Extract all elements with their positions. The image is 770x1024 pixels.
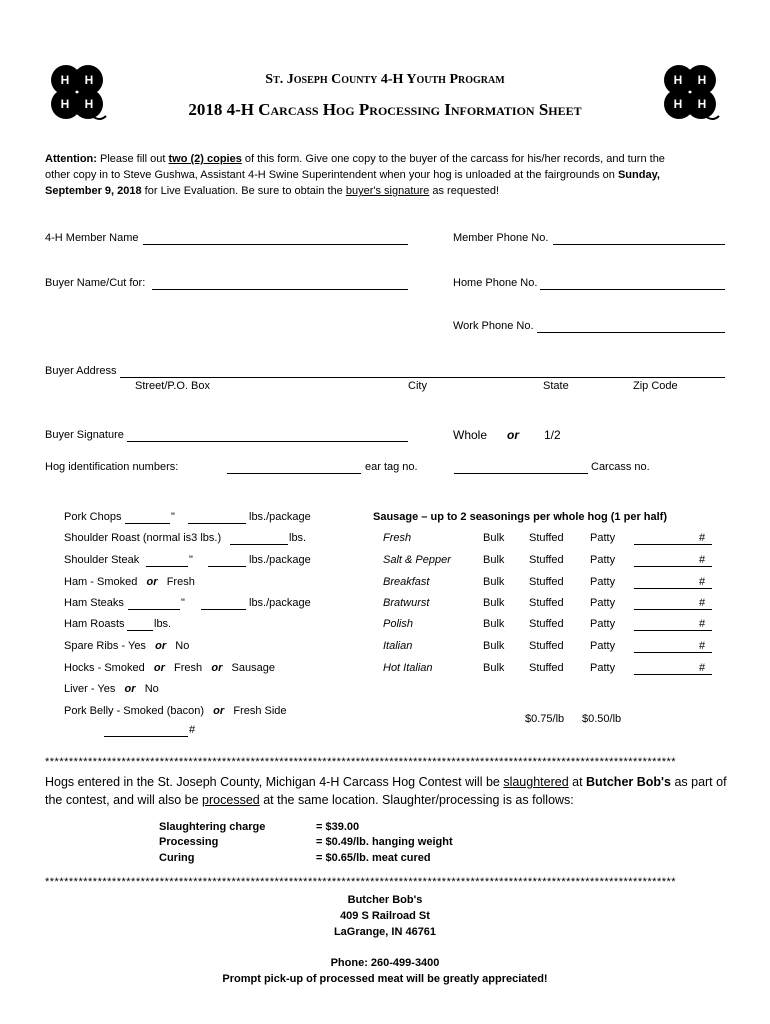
work-phone-field[interactable] [537, 332, 725, 333]
pork-chops-inch-mark: " [171, 511, 175, 523]
work-phone-label: Work Phone No. [453, 320, 534, 332]
state-label: State [543, 380, 569, 392]
carcass-label: Carcass no. [591, 461, 650, 473]
sausage-count-field[interactable] [634, 566, 712, 567]
shoulder-steak-label: Shoulder Steak [64, 554, 140, 566]
liver-option[interactable]: Liver - Yes or No [64, 683, 159, 695]
sausage-count-field[interactable] [634, 588, 712, 589]
ham-steaks-label: Ham Steaks [64, 597, 124, 609]
sausage-price-whole: $0.75/lb [525, 713, 565, 725]
sausage-count-field[interactable] [634, 652, 712, 653]
attention-line-1: Attention: Please fill out two (2) copies of this form. Give one copy to the buyer of the carcass for his/her records, and turn the [45, 153, 665, 165]
buyer-address-label: Buyer Address [45, 365, 117, 377]
butcher-street: 409 S Railroad St [340, 910, 430, 922]
shoulder-steak-lbs-label: lbs./package [249, 554, 311, 566]
shoulder-steak-lbs-field[interactable] [208, 566, 246, 567]
sausage-seasoning-label: Hot Italian [383, 662, 433, 674]
sausage-count-field[interactable] [634, 674, 712, 675]
sausage-count-field[interactable] [634, 630, 712, 631]
whole-or-half-or: or [507, 428, 519, 442]
sausage-patty-option[interactable]: Patty [590, 554, 616, 566]
member-name-label: 4-H Member Name [45, 232, 139, 244]
sausage-count-field[interactable] [634, 609, 712, 610]
sausage-bulk-option[interactable]: Bulk [483, 597, 505, 609]
sausage-stuffed-option[interactable]: Stuffed [529, 597, 564, 609]
shoulder-roast-lbs-field[interactable] [230, 544, 288, 545]
member-phone-label: Member Phone No. [453, 232, 549, 244]
buyer-address-field[interactable] [120, 377, 725, 378]
butcher-name: Butcher Bob's [347, 894, 423, 906]
spare-ribs-option[interactable]: Spare Ribs - Yes or No [64, 640, 190, 652]
charge-processing-label: Processing [159, 836, 219, 848]
sausage-bulk-option[interactable]: Bulk [483, 640, 505, 652]
buyer-signature-field[interactable] [127, 441, 408, 442]
sausage-bulk-option[interactable]: Bulk [483, 576, 505, 588]
sausage-stuffed-option[interactable]: Stuffed [529, 640, 564, 652]
sausage-seasoning-label: Fresh [383, 532, 412, 544]
sausage-bulk-option[interactable]: Bulk [483, 618, 505, 630]
sausage-stuffed-option[interactable]: Stuffed [529, 662, 564, 674]
shoulder-steak-thickness-field[interactable] [146, 566, 188, 567]
street-label: Street/P.O. Box [135, 380, 211, 392]
sausage-bulk-option[interactable]: Bulk [483, 554, 505, 566]
sausage-patty-option[interactable]: Patty [590, 597, 616, 609]
svg-text:H: H [60, 73, 70, 87]
sausage-patty-option[interactable]: Patty [590, 618, 616, 630]
carcass-no-field[interactable] [454, 473, 588, 474]
ham-roasts-label: Ham Roasts [64, 618, 125, 630]
sausage-heading: Sausage – up to 2 seasonings per whole hog (1 per half) [373, 511, 668, 523]
ham-option[interactable]: Ham - Smoked or Fresh [64, 576, 195, 588]
contest-line-2: the contest, and will also be processed at the same location. Slaughter/processing is as follows: [45, 793, 574, 807]
sausage-seasoning-label: Italian [383, 640, 413, 652]
member-phone-field[interactable] [553, 244, 725, 245]
pork-belly-count-field[interactable] [104, 736, 188, 737]
svg-text:H: H [697, 73, 707, 87]
sausage-stuffed-option[interactable]: Stuffed [529, 532, 564, 544]
sausage-hash: # [699, 554, 706, 566]
charge-processing-value: = $0.49/lb. hanging weight [316, 836, 453, 848]
city-label: City [408, 380, 427, 392]
ear-tag-label: ear tag no. [365, 461, 418, 473]
charge-curing-value: = $0.65/lb. meat cured [316, 852, 431, 864]
sausage-count-field[interactable] [634, 544, 712, 545]
charge-slaughter-value: = $39.00 [316, 821, 360, 833]
pork-chops-label: Pork Chops [64, 511, 122, 523]
sausage-bulk-option[interactable]: Bulk [483, 532, 505, 544]
buyer-name-label: Buyer Name/Cut for: [45, 277, 146, 289]
attention-line-3: September 9, 2018 for Live Evaluation. Be sure to obtain the buyer's signature as requested! [45, 185, 500, 197]
shoulder-steak-inch-mark: " [189, 554, 193, 566]
sausage-seasoning-label: Bratwurst [383, 597, 430, 609]
sausage-patty-option[interactable]: Patty [590, 662, 616, 674]
sausage-hash: # [699, 618, 706, 630]
sausage-stuffed-option[interactable]: Stuffed [529, 576, 564, 588]
hocks-option[interactable]: Hocks - Smoked or Fresh or Sausage [64, 662, 275, 674]
shoulder-roast-label: Shoulder Roast (normal is3 lbs.) [64, 532, 222, 544]
charge-curing-label: Curing [159, 852, 195, 864]
buyer-name-field[interactable] [152, 289, 408, 290]
pork-chops-thickness-field[interactable] [125, 523, 170, 524]
sausage-seasoning-label: Salt & Pepper [383, 554, 451, 566]
butcher-phone: Phone: 260-499-3400 [330, 957, 440, 969]
sausage-patty-option[interactable]: Patty [590, 532, 616, 544]
member-name-field[interactable] [143, 244, 408, 245]
svg-text:H: H [84, 97, 94, 111]
ear-tag-field[interactable] [227, 473, 361, 474]
ham-roasts-lbs-label: lbs. [154, 618, 172, 630]
pork-chops-lbs-label: lbs./package [249, 511, 311, 523]
sausage-bulk-option[interactable]: Bulk [483, 662, 505, 674]
pork-chops-lbs-field[interactable] [188, 523, 246, 524]
svg-text:H: H [697, 97, 707, 111]
ham-steaks-thickness-field[interactable] [128, 609, 180, 610]
half-option[interactable]: 1/2 [544, 428, 561, 442]
sausage-hash: # [699, 576, 706, 588]
separator-top: ************************************************************************************************************************************ [45, 756, 677, 768]
pork-belly-option[interactable]: Pork Belly - Smoked (bacon) or Fresh Side [64, 705, 287, 717]
svg-text:H: H [60, 97, 70, 111]
svg-text:H: H [673, 73, 683, 87]
svg-text:H: H [673, 97, 683, 111]
sausage-patty-option[interactable]: Patty [590, 576, 616, 588]
ham-steaks-inch-mark: " [181, 597, 185, 609]
hog-id-label: Hog identification numbers: [45, 461, 179, 473]
buyer-signature-label: Buyer Signature [45, 429, 124, 441]
sausage-seasoning-label: Breakfast [383, 576, 430, 588]
ham-roasts-lbs-field[interactable] [127, 630, 153, 631]
sausage-seasoning-label: Polish [383, 618, 413, 630]
svg-text:H: H [84, 73, 94, 87]
sausage-patty-option[interactable]: Patty [590, 640, 616, 652]
pickup-note: Prompt pick-up of processed meat will be greatly appreciated! [222, 973, 548, 985]
home-phone-field[interactable] [540, 289, 725, 290]
sausage-hash: # [699, 662, 706, 674]
separator-bottom: ************************************************************************************************************************************ [45, 876, 677, 888]
sausage-hash: # [699, 597, 706, 609]
sausage-price-half: $0.50/lb [582, 713, 622, 725]
pork-belly-hash: # [189, 724, 196, 736]
program-name: St. Joseph County 4-H Youth Program [265, 72, 505, 87]
sausage-stuffed-option[interactable]: Stuffed [529, 618, 564, 630]
whole-option[interactable]: Whole [453, 428, 488, 442]
ham-steaks-lbs-label: lbs./package [249, 597, 311, 609]
butcher-city: LaGrange, IN 46761 [333, 926, 437, 938]
page-title: 2018 4-H Carcass Hog Processing Information Sheet [188, 100, 582, 119]
sausage-stuffed-option[interactable]: Stuffed [529, 554, 564, 566]
attention-line-2: other copy in to Steve Gushwa, Assistant 4-H Swine Superintendent when your hog is unloaded at the fairgrounds on Sunday, [45, 169, 660, 181]
ham-steaks-lbs-field[interactable] [201, 609, 246, 610]
sausage-hash: # [699, 640, 706, 652]
zip-label: Zip Code [633, 380, 678, 392]
charge-slaughter-label: Slaughtering charge [159, 821, 266, 833]
contest-line-1: Hogs entered in the St. Joseph County, Michigan 4-H Carcass Hog Contest will be slaughtered at Butcher Bob's as part of [45, 775, 727, 789]
sausage-hash: # [699, 532, 706, 544]
shoulder-roast-lbs-label: lbs. [289, 532, 307, 544]
home-phone-label: Home Phone No. [453, 277, 538, 289]
